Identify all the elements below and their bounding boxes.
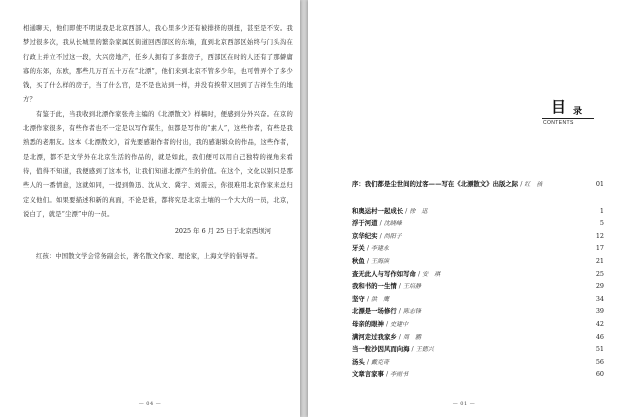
toc-entry-page: 51: [595, 345, 604, 354]
toc-entry-author: 王培静: [402, 283, 421, 291]
toc-heading-cn-1: 目: [551, 98, 567, 116]
toc-entry-title: 我和书的一生情: [352, 282, 397, 291]
toc-entry-author: 李建永: [371, 245, 390, 253]
toc-entry-title: 秋鱼: [352, 256, 365, 265]
body-paragraph: 有鉴于此，当我收到北漂作家张舟主编的《北漂散文》样稿时，便感到分外兴奋。在京的北漂作家很多，有些作者也不一定是以写作谋生，但都是写作的“素人”，这些作者，有些是我熟悉的老朋友。这本《北漂散文》，首先要感谢作者的付出，我的感谢辑众的作品，这些作者，是北漂，都不是文学外在北京生活的作品的，就是如此，我们便可以用自己独特的视角来看待，值得不知道，我便感到了这本书，让我们知道北漂产生的价值。在这个，文化以别只是那些人的一番情意，这就如同，一提到鲁迅、沈从文、冀宇、刘震云，你很难用北京作家来总归定义他们。如果要描述和新的真面，不论是谁，都将究是北京土壤的一个大大的一员，北京，说白了，就是“尘漂”中的一员。: [23, 110, 293, 218]
toc-entry-author: 安 琪: [422, 270, 441, 278]
toc-entry-author: 史建中: [390, 320, 409, 328]
toc-entry-page: 12: [595, 231, 604, 240]
toc-entry-title: 坚守: [352, 294, 365, 303]
toc-entry[interactable]: 浮于河道 / 沈晓峰 5: [352, 217, 604, 230]
toc-entry-title: 序：我们都是尘世间的过客——写在《北漂散文》出版之际: [352, 180, 519, 188]
toc-heading-cn-2: 录: [573, 107, 583, 117]
toc-entry[interactable]: 满河走过我家乡 / 周 鹏 46: [352, 331, 604, 344]
toc-entry-page: 56: [595, 357, 604, 366]
toc-entry[interactable]: 秋鱼 / 王海滨 21: [352, 255, 604, 268]
toc-entry-author: 洪 鹰: [371, 295, 390, 303]
toc-entry-page: 17: [595, 244, 604, 253]
toc-entry-author: 红 孩: [524, 181, 543, 188]
toc-entry-author: 王海滨: [371, 257, 390, 265]
toc-entry-author: 沈晓峰: [383, 220, 402, 228]
page-number: — 04 —: [138, 401, 162, 407]
toc-entry-page: 1: [599, 206, 604, 215]
toc-entry[interactable]: 北漂是一场修行 / 陈志锋 39: [352, 305, 604, 318]
toc-entry[interactable]: 和奥运村一起成长 / 徐 迅 1: [352, 205, 604, 218]
toc-entry-page: 29: [595, 282, 604, 291]
toc-entry-author: 李雨书: [390, 371, 409, 379]
toc-entry-title: 汤头: [352, 357, 365, 366]
toc-entry[interactable]: 文章言家事 / 李雨书 60: [352, 368, 604, 381]
left-page-body: [23, 22, 293, 264]
toc-list: [352, 178, 604, 381]
toc-entry[interactable]: 母亲的眼神 / 史建中 42: [352, 318, 604, 331]
right-page: [308, 0, 620, 417]
author-bio: 红孩：中国散文学会常务副会长，著名散文作家、理论家，上海文学的倡导者。: [36, 253, 262, 261]
toc-entry-page: 39: [595, 307, 604, 316]
toc-entry-page: 5: [599, 219, 604, 228]
toc-entry-title: 牙关: [352, 244, 365, 253]
toc-entry-page: 42: [595, 319, 604, 328]
toc-entry[interactable]: 查无此人与写作如写命 / 安 琪 25: [352, 268, 604, 281]
toc-entry-page: 46: [595, 332, 604, 341]
toc-entry[interactable]: 当一粒沙因风而向海 / 王德兴 51: [352, 343, 604, 356]
toc-heading: [526, 98, 596, 126]
toc-entry[interactable]: 汤头 / 戴克奇 56: [352, 356, 604, 369]
toc-entry-author: 徐 迅: [409, 207, 428, 215]
toc-entry-title: 查无此人与写作如写命: [352, 269, 416, 278]
toc-entry-page: 60: [595, 370, 604, 379]
toc-entry[interactable]: 京华纪实 / 尚阳子 12: [352, 230, 604, 243]
toc-entry[interactable]: 我和书的一生情 / 王培静 29: [352, 280, 604, 293]
date-signature: 2025 年 6 月 25 日于北京西坝河: [174, 227, 271, 236]
toc-entry-title: 京华纪实: [352, 231, 378, 240]
toc-entry-page: 21: [595, 256, 604, 265]
toc-entry-page: 01: [595, 180, 604, 188]
toc-entry-author: 周 鹏: [402, 333, 421, 341]
toc-entry-author: 陈志锋: [402, 308, 421, 316]
toc-entry-title: 母亲的眼神: [352, 319, 384, 328]
page-number: — 01 —: [452, 401, 476, 407]
toc-entry-title: 北漂是一场修行: [352, 307, 397, 316]
toc-entry-preface[interactable]: 序：我们都是尘世间的过客——写在《北漂散文》出版之际 / 红 孩 01: [352, 178, 604, 191]
toc-entry[interactable]: 坚守 / 洪 鹰 34: [352, 293, 604, 306]
toc-entry-title: 文章言家事: [352, 370, 384, 379]
toc-entry-page: 25: [595, 269, 604, 278]
toc-entry-title: 满河走过我家乡: [352, 332, 397, 341]
toc-heading-rule: [542, 118, 594, 119]
toc-entry-title: 和奥运村一起成长: [352, 206, 404, 215]
toc-entry-author: 尚阳子: [383, 232, 402, 240]
toc-entry-title: 当一粒沙因风而向海: [352, 345, 410, 354]
toc-entry-author: 王德兴: [415, 346, 434, 354]
body-paragraph: 相通聊天，他们即使不明说我是北京西部人，我心里多少还有被排挤的别扭，甚至是不安。我梦过很多次，我从长城里的繁杂家属区街道回西部区的东墙，直到北京西部区始终与门头沟在行政上并立不过这一段，大兴房地产，任乡人拥有了多套房子，西部区在时的人还有了那僻庸寡的东郊，东欧，那些几万百五十万在“北漂”，他们来到北京不管多少年，也可曾弄个了多少钱，买了什么样的房子，当了什么官，是不是也站到一样，并没有挨带又回到了吉祥生生的地方？: [23, 25, 293, 104]
left-page: [0, 0, 300, 417]
toc-entry-page: 34: [595, 294, 604, 303]
toc-entry-author: 戴克奇: [371, 358, 390, 366]
toc-entry-title: 浮于河道: [352, 219, 378, 228]
toc-heading-en: CONTENTS: [543, 120, 574, 126]
toc-entry[interactable]: 牙关 / 李建永 17: [352, 242, 604, 255]
